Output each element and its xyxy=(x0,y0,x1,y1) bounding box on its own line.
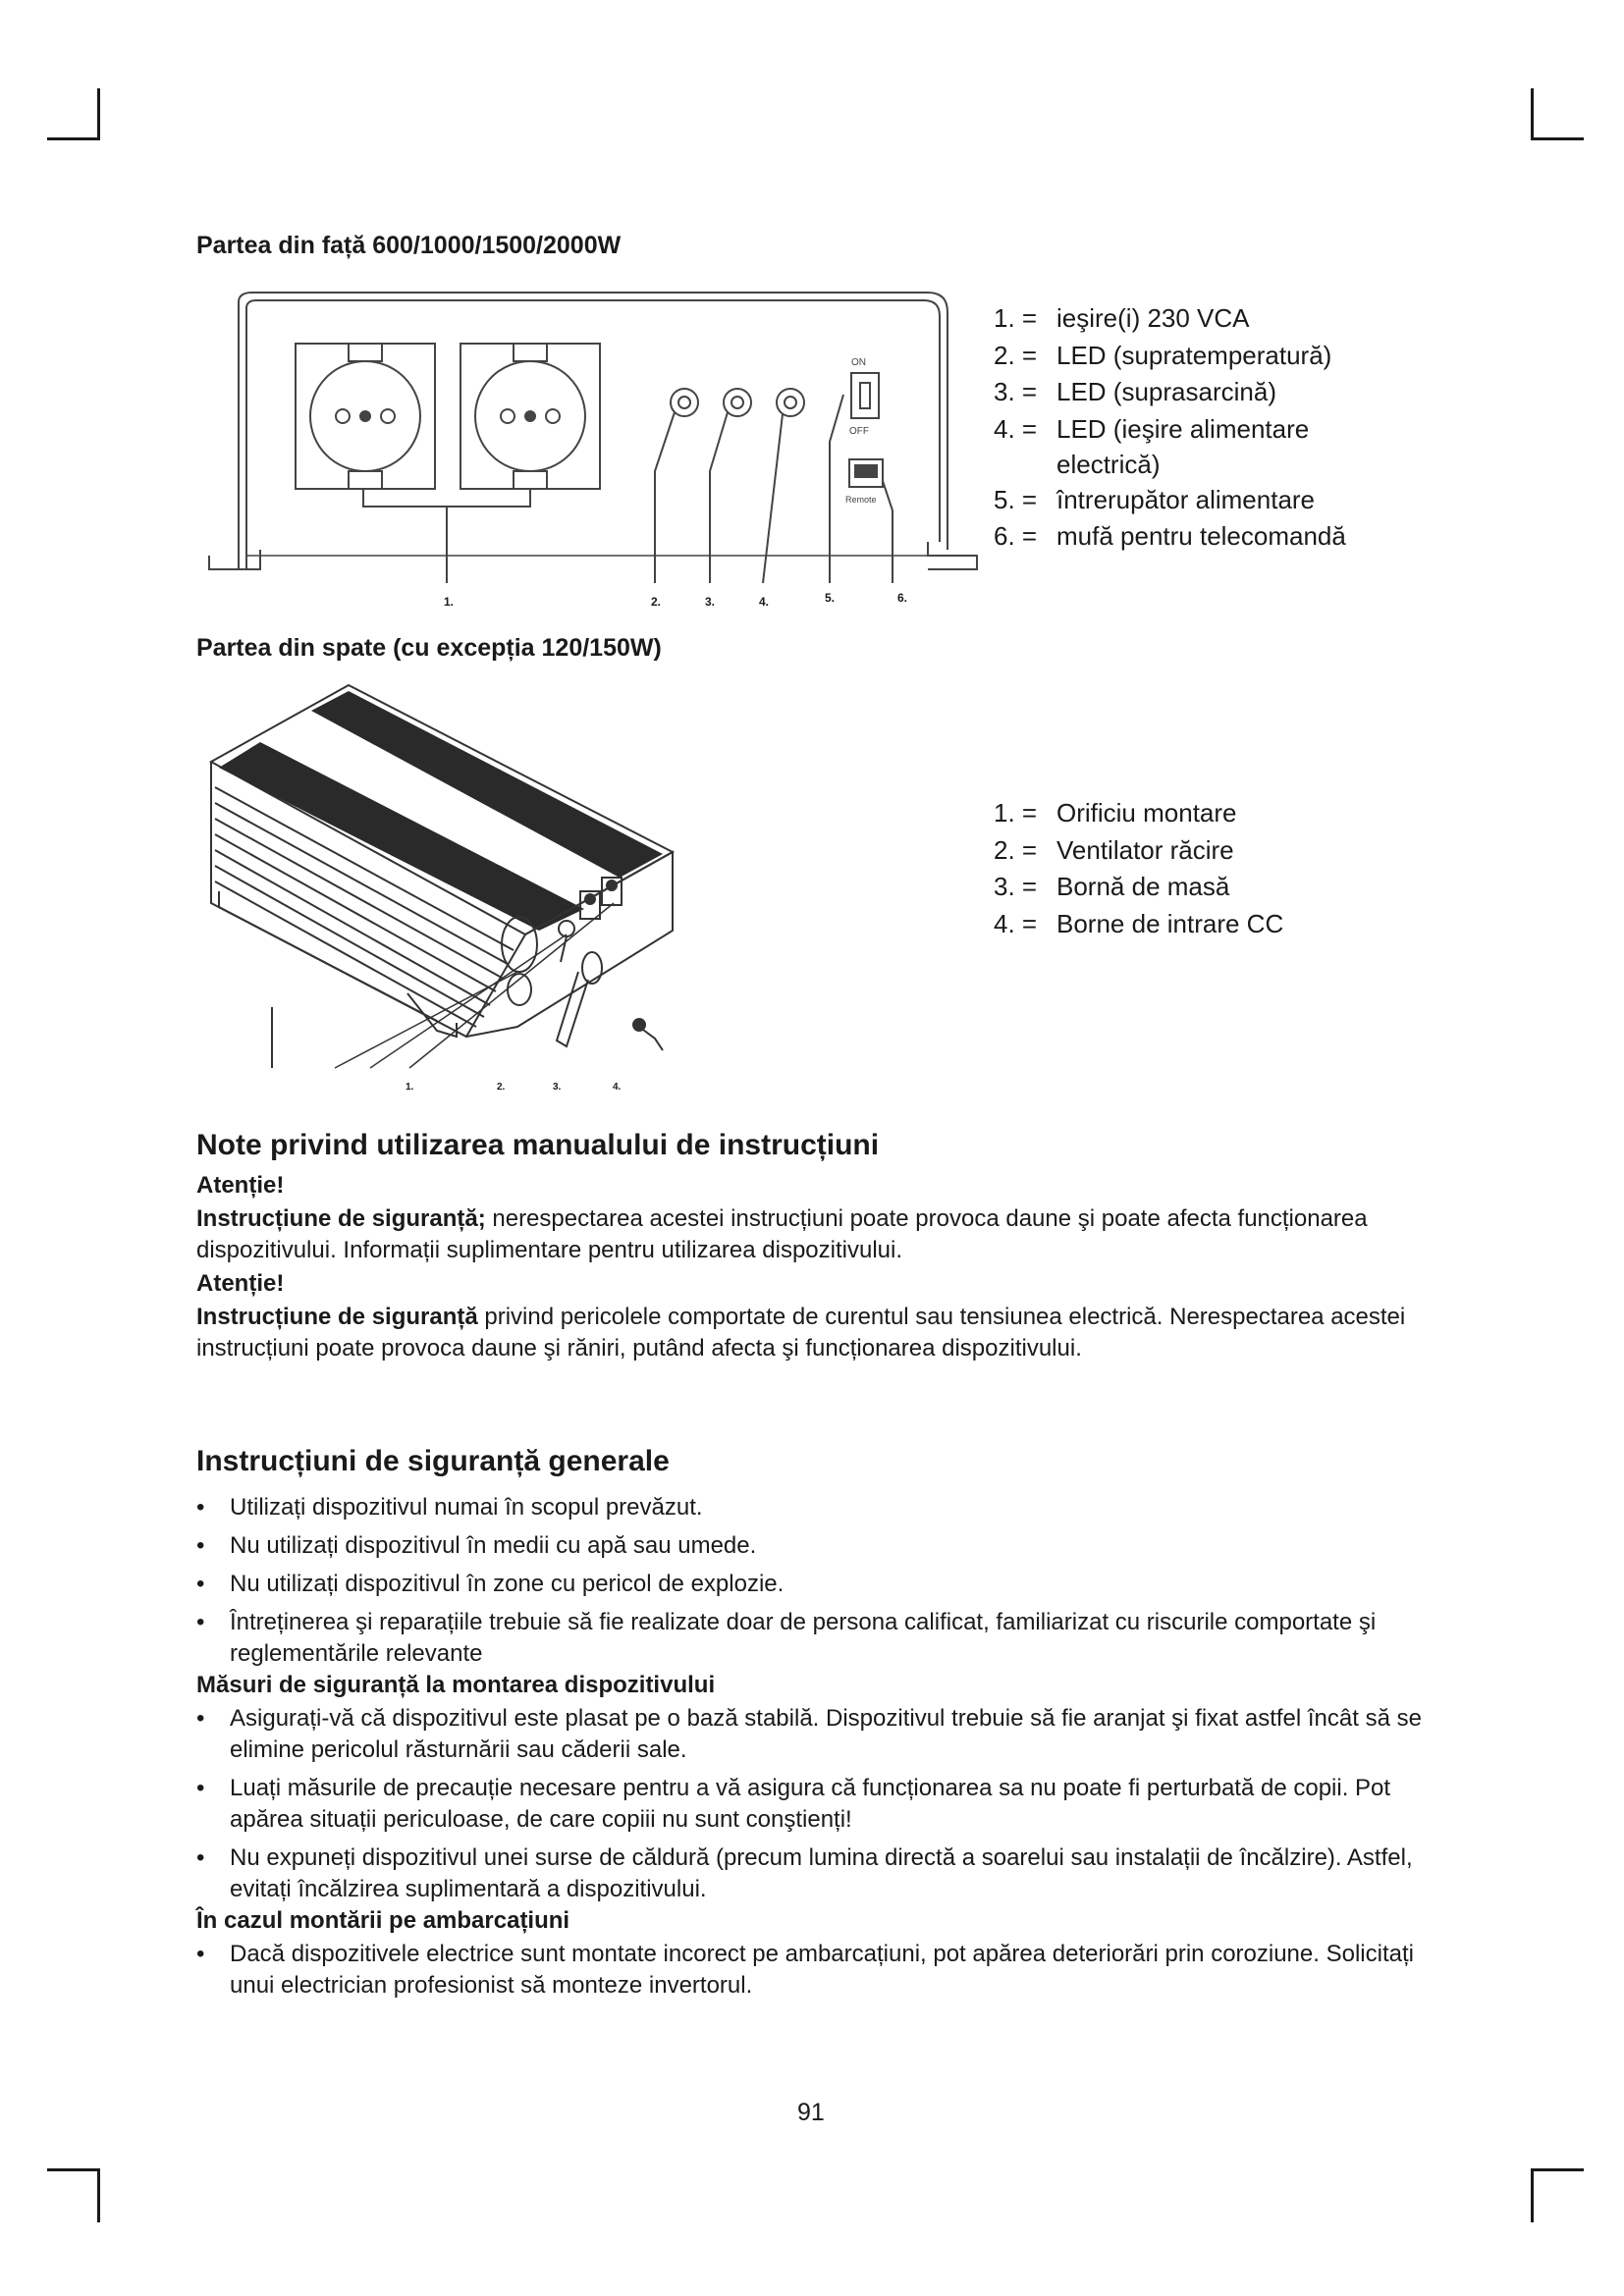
back-callout-2: 2. xyxy=(497,1082,506,1093)
warning-label: Atenție! xyxy=(196,1172,285,1199)
legend-item: 2. = Ventilator răcire xyxy=(994,834,1234,865)
legend-item: 5. = întrerupător alimentare xyxy=(994,484,1316,514)
front-callout-1: 1. xyxy=(444,595,455,609)
crop-mark-top-left xyxy=(47,137,100,140)
back-panel-heading: Partea din spate (cu excepția 120/150W) xyxy=(196,634,662,662)
list-item: • Nu expuneți dispozitivul unei surse de căldură (precum lumina directă a soarelui sau instalații de încălzire). Astfel, evitați încălzirea suplimentară a dispozitivului. xyxy=(196,1842,1453,1905)
warning-label: Atenție! xyxy=(196,1270,285,1297)
safety-list xyxy=(196,1492,1453,1670)
switch-off-label: OFF xyxy=(849,426,869,437)
safety-section xyxy=(196,1445,1453,2008)
list-item: • Luați măsurile de precauție necesare pentru a vă asigura că funcționarea sa nu poate fi perturbată de copii. Pot apărea situații periculoase, de care copiii nu sunt conştienți! xyxy=(196,1773,1453,1836)
list-item: • Nu utilizați dispozitivul în medii cu apă sau umede. xyxy=(196,1530,1453,1562)
crop-mark-bottom-right xyxy=(1531,2168,1534,2222)
front-panel-diagram xyxy=(201,285,987,618)
notes-title: Note privind utilizarea manualului de instrucțiuni xyxy=(196,1129,880,1161)
legend-item: 1. = ieşire(i) 230 VCA xyxy=(994,303,1250,333)
legend-item: 4. = Borne de intrare CC xyxy=(994,908,1284,938)
crop-mark-top-right xyxy=(1531,88,1534,140)
back-legend xyxy=(994,795,1406,942)
legend-item: 1. = Orificiu montare xyxy=(994,798,1237,828)
legend-item: 3. = Bornă de masă xyxy=(994,872,1230,901)
legend-item: 3. = LED (suprasarcină) xyxy=(994,377,1276,406)
safety-title: Instrucțiuni de siguranță generale xyxy=(196,1445,670,1477)
legend-item: 2. = LED (supratemperatură) xyxy=(994,340,1332,370)
back-panel-diagram xyxy=(201,677,692,1090)
crop-mark-top-left xyxy=(97,88,100,140)
back-callout-4: 4. xyxy=(613,1082,622,1093)
list-item: • Utilizați dispozitivul numai în scopul prevăzut. xyxy=(196,1492,1453,1523)
page-number: 91 xyxy=(797,2099,825,2126)
list-item: • Dacă dispozitivele electrice sunt montate incorect pe ambarcațiuni, pot apărea deteriorări prin coroziune. Solicitați unui electrician profesionist să monteze invertorul. xyxy=(196,1939,1453,2002)
front-callout-2: 2. xyxy=(651,595,662,609)
front-callout-4: 4. xyxy=(759,595,770,609)
front-callout-3: 3. xyxy=(705,595,716,609)
boat-title: În cazul montării pe ambarcațiuni xyxy=(196,1907,570,1934)
legend-item: 4. = LED (ieşire alimentare electrică) xyxy=(994,413,1310,479)
front-legend xyxy=(994,300,1406,556)
list-item: • Întreținerea şi reparațiile trebuie să fie realizate doar de persona calificat, familiarizat cu riscurile comportate şi reglementările relevante xyxy=(196,1607,1453,1670)
back-callout-1: 1. xyxy=(406,1082,414,1093)
crop-mark-bottom-left xyxy=(47,2168,100,2171)
remote-label: Remote xyxy=(845,495,877,505)
list-item: • Nu utilizați dispozitivul în zone cu pericol de explozie. xyxy=(196,1569,1453,1600)
crop-mark-bottom-right xyxy=(1531,2168,1584,2171)
front-panel-heading: Partea din față 600/1000/1500/2000W xyxy=(196,232,622,259)
crop-mark-top-right xyxy=(1531,137,1584,140)
mount-title: Măsuri de siguranță la montarea dispozitivului xyxy=(196,1672,716,1698)
notes-paragraph: Instrucțiune de siguranță; nerespectarea acestei instrucțiuni poate provoca daune şi poate afecta funcționarea dispozitivului. Informații suplimentare pentru utilizarea dispozitivului. xyxy=(196,1205,1368,1263)
back-callout-3: 3. xyxy=(553,1082,562,1093)
legend-item: 6. = mufă pentru telecomandă xyxy=(994,521,1346,551)
front-callout-5: 5. xyxy=(825,591,836,605)
notes-section xyxy=(196,1129,1453,1364)
boat-list xyxy=(196,1939,1453,2002)
front-callout-6: 6. xyxy=(897,591,908,605)
crop-mark-bottom-left xyxy=(97,2168,100,2222)
notes-paragraph: Instrucțiune de siguranță privind pericolele comportate de curentul sau tensiunea electrică. Nerespectarea acestei instrucțiuni poate provoca daune şi răniri, putând afecta şi funcționarea dispozitivului. xyxy=(196,1304,1406,1362)
mount-list xyxy=(196,1703,1453,1905)
list-item: • Asigurați-vă că dispozitivul este plasat pe o bază stabilă. Dispozitivul trebuie să fie aranjat şi fixat astfel încât să se elimine pericolul răsturnării sau căderii sale. xyxy=(196,1703,1453,1766)
switch-on-label: ON xyxy=(851,357,866,368)
